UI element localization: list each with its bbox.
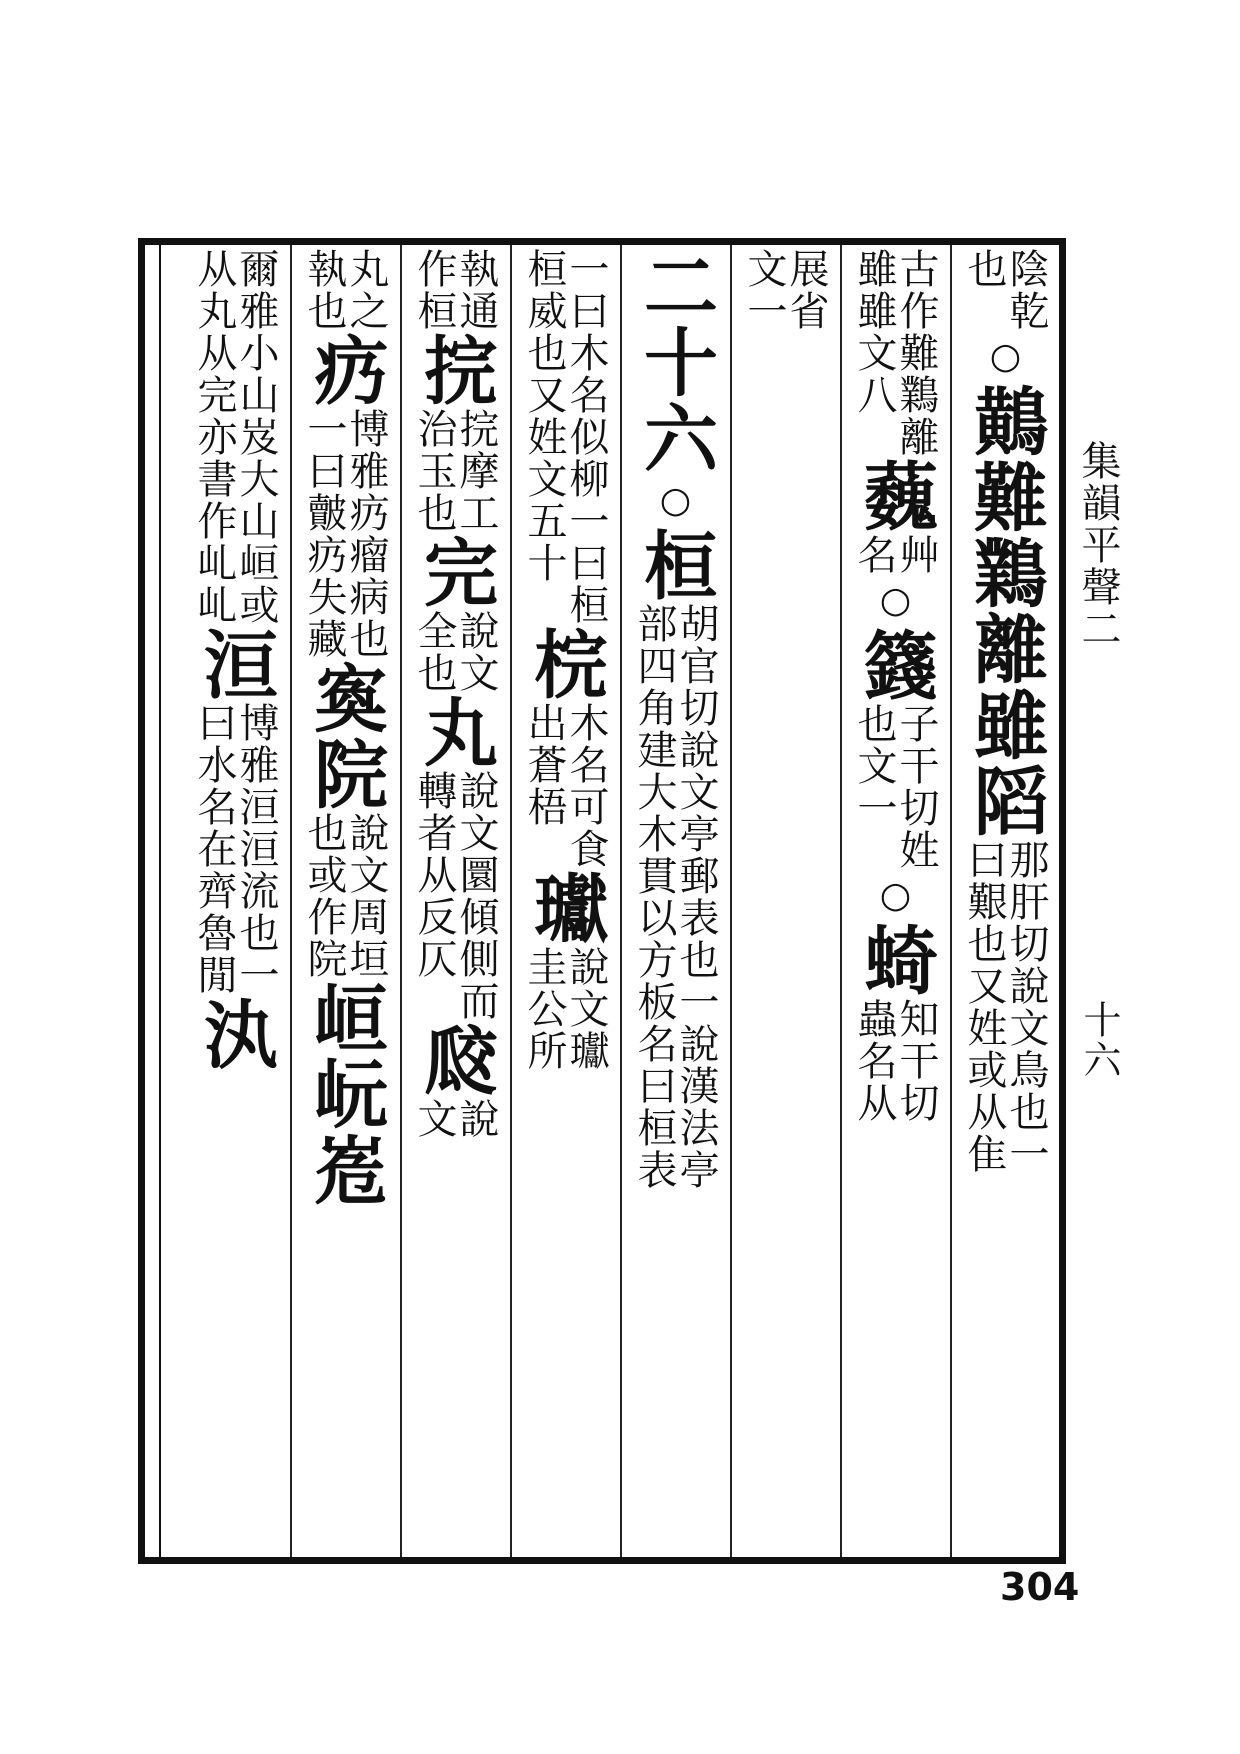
annotation — [411, 1098, 499, 1140]
annotation-line: 說文周垣 — [343, 812, 389, 980]
annotation-line: 全也 — [411, 610, 457, 694]
headword: 疓 — [302, 332, 388, 408]
annotation-line: 也或作院 — [301, 812, 347, 980]
annotation-line: 名 — [851, 534, 897, 576]
folio-number: 十六 — [1077, 1000, 1121, 1080]
annotation-line: 治玉也 — [411, 408, 457, 534]
headword: 峞 — [302, 1132, 388, 1208]
annotation — [741, 248, 829, 332]
annotation-line: 作桓 — [411, 248, 457, 332]
column-rule — [290, 245, 292, 1557]
annotation — [961, 839, 1049, 1175]
annotation-line: 子干切姓 — [893, 703, 939, 871]
annotation — [411, 770, 499, 1022]
annotation-line: 展省 — [783, 248, 829, 332]
text-column — [510, 248, 620, 1556]
annotation — [521, 702, 609, 870]
annotation-line: 博雅洹洹流也一 — [233, 702, 279, 996]
annotation — [191, 248, 279, 626]
annotation-line: 从丸从完亦書作乢乢 — [191, 248, 237, 626]
annotation-line: 曰艱也又姓或从隹 — [961, 839, 1007, 1175]
headword: 䗁 — [852, 922, 938, 998]
annotation-line: 說文圜傾側而 — [453, 770, 499, 1022]
annotation-line: 說文 — [453, 610, 499, 694]
annotation-line: 曰水名在齊魯閒 — [191, 702, 237, 996]
headword: 蘶 — [852, 458, 938, 534]
circle-marker: ○ — [875, 875, 916, 918]
headword: 桓 — [632, 527, 718, 603]
annotation-line: 文 — [411, 1098, 457, 1140]
annotation — [191, 702, 279, 996]
annotation-line: 捖摩工 — [453, 408, 499, 534]
annotation-line: 一曰木名似柳一曰桓 — [563, 248, 609, 626]
headword: 峘 — [302, 980, 388, 1056]
book-title: 集韻平聲二 — [1075, 440, 1121, 650]
column-rule — [510, 245, 512, 1557]
annotation-line: 蟲名从 — [851, 998, 897, 1124]
annotation — [851, 703, 939, 871]
annotation — [301, 408, 389, 660]
annotation — [521, 946, 609, 1072]
annotation-line: 桓威也又姓文五十 — [521, 248, 567, 584]
annotation-line: 說文瓛 — [563, 946, 609, 1072]
text-column — [950, 248, 1060, 1556]
page-number: 304 — [1000, 1565, 1080, 1609]
annotation-line: 陰乾 — [1003, 248, 1049, 332]
headword: 寏 — [302, 660, 388, 736]
annotation-line: 木名可食 — [563, 702, 609, 870]
annotation — [521, 248, 609, 626]
column-rule — [730, 245, 732, 1557]
headword: 梡 — [522, 626, 608, 702]
headword: 鸈 — [962, 535, 1048, 611]
annotation-line: 圭公所 — [521, 946, 567, 1072]
annotation-line: 胡官切說文亭郵表也一說漢法亭 — [673, 603, 719, 1191]
headword: 二十六 — [632, 248, 718, 476]
annotation-line: 執也 — [301, 248, 347, 332]
headword: 瓛 — [522, 870, 608, 946]
annotation-line: 博雅疓瘤病也 — [343, 408, 389, 660]
annotation-line: 轉者从反仄 — [411, 770, 457, 980]
annotation — [411, 408, 499, 534]
headword: 鷬難 — [962, 383, 1048, 535]
annotation — [851, 534, 939, 576]
annotation — [411, 248, 499, 332]
text-column — [840, 248, 950, 1556]
text-column — [400, 248, 510, 1556]
headword: 院 — [302, 736, 388, 812]
annotation-line: 艸 — [893, 534, 939, 576]
annotation-line: 出蒼梧 — [521, 702, 567, 828]
column-rule — [840, 245, 842, 1557]
headword: 雖 — [962, 687, 1048, 763]
headword: 捖 — [412, 332, 498, 408]
circle-marker: ○ — [875, 580, 916, 623]
circle-marker: ○ — [655, 480, 696, 523]
headword: 岏 — [302, 1056, 388, 1132]
annotation-line: 古作難鸈離 — [893, 248, 939, 458]
headword: 洹 — [192, 626, 278, 702]
annotation-line: 知干切 — [893, 998, 939, 1124]
text-column — [180, 248, 290, 1556]
headword: 離 — [962, 611, 1048, 687]
annotation-line: 那肝切說文鳥也一 — [1003, 839, 1049, 1175]
circle-marker: ○ — [985, 336, 1026, 379]
annotation-line: 一曰皾疓失藏 — [301, 408, 347, 660]
annotation — [301, 248, 389, 332]
annotation-line: 也 — [961, 248, 1007, 290]
column-rule — [620, 245, 622, 1557]
headword: 䧟 — [962, 763, 1048, 839]
text-column — [290, 248, 400, 1556]
annotation — [851, 998, 939, 1124]
annotation-line: 部四角建大木貫以方板名曰桓表 — [631, 603, 677, 1191]
annotation-line: 雖雖文八 — [851, 248, 897, 416]
annotation — [631, 603, 719, 1191]
annotation — [411, 610, 499, 694]
text-column — [730, 248, 840, 1556]
text-column — [620, 248, 730, 1556]
headword: 完 — [412, 534, 498, 610]
column-rule — [400, 245, 402, 1557]
annotation-line: 文一 — [741, 248, 787, 332]
annotation — [851, 248, 939, 458]
annotation — [961, 248, 1049, 332]
annotation-line: 說 — [453, 1098, 499, 1140]
headword: 汍 — [192, 996, 278, 1072]
annotation-line: 爾雅小山岌大山峘或 — [233, 248, 279, 626]
headword: 丸 — [412, 694, 498, 770]
headword: 㼎 — [412, 1022, 498, 1098]
column-rule — [950, 245, 952, 1557]
headword: 籛 — [852, 627, 938, 703]
annotation-line: 也文一 — [851, 703, 897, 829]
annotation — [301, 812, 389, 980]
annotation-line: 執通 — [453, 248, 499, 332]
annotation-line: 丸之 — [343, 248, 389, 332]
